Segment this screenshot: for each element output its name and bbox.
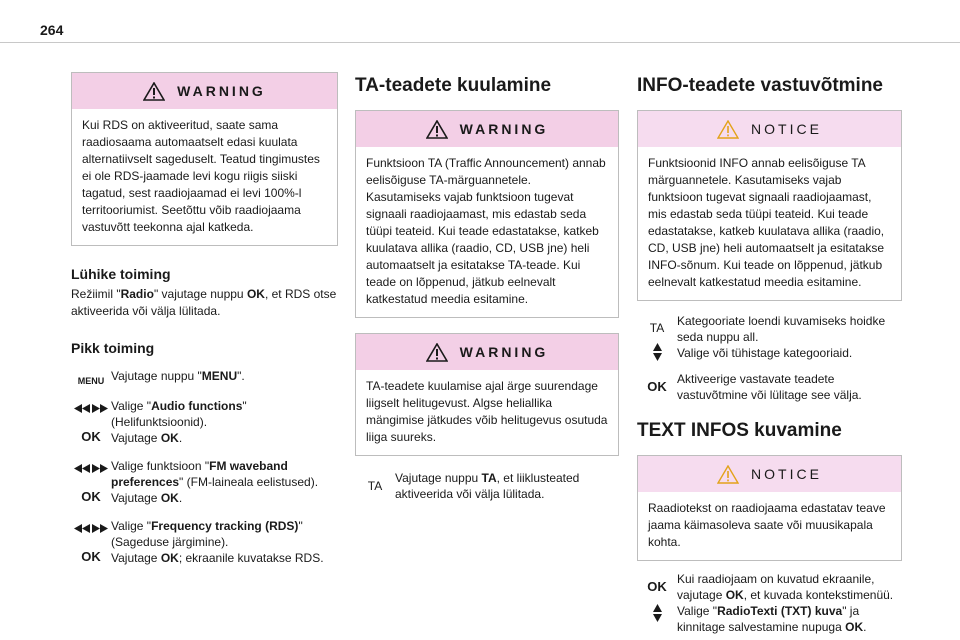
column-2	[355, 72, 619, 502]
warning-header	[72, 73, 337, 109]
notice-text: Funktsioonid INFO annab eelisõiguse TA märguannetele. Kasutamiseks vajab funktsioon tugevat signaali raadiojaamast, mis edastab seda tüüpi teateid. Kui teade edastatakse, katkeb kuulatava allika (raadio, CD, USB jne) heli automaatselt ja esitatakse INFO-sõnum. Kui teade on lõppenud, jätkub eelnevalt katkestatud meedia esitamine.	[648, 156, 885, 289]
left-right-arrows-icon	[74, 524, 108, 533]
step-ok-info	[637, 371, 902, 403]
warning-title: WARNING	[459, 344, 549, 360]
warning-text: Funktsioon TA (Traffic Announcement) annab eelisõiguse TA-märguannetele. Kasutamiseks vajab funktsioon tugevat signaali raadiojaamast, mis edastab seda tüüpi teateid. Kui teade edastatakse, katkeb kuulatava allika (raadio, CD, USB jne) heli automaatselt ja esitatakse TA-teade. Kui teade on lõppenud, jätkub eelnevalt katkestatud meedia esitamine.	[366, 156, 606, 306]
notice-text: Raadiotekst on raadiojaama edastatav teave jaama käimasoleva saate või muusikapala kohta.	[648, 501, 886, 549]
menu-button-icon: MENU	[77, 376, 105, 386]
step-text: Valige "Frequency tracking (RDS)" (Sageduse järgimine). Vajutage OK; ekraanile kuvatakse RDS.	[111, 519, 324, 565]
left-right-arrows-icon	[74, 464, 108, 473]
header-rule	[0, 42, 960, 43]
ta-button-icon: TA	[367, 479, 383, 493]
step-frequency-tracking	[71, 518, 338, 566]
short-action-text: Režiimil "Radio" vajutage nuppu OK, et RDS otse aktiveerida või välja lülitada.	[71, 287, 337, 318]
info-section-title: INFO-teadete vastuvõtmine	[637, 75, 883, 96]
step-text: Vajutage nuppu TA, et liiklusteated aktiveerida või välja lülitada.	[395, 471, 580, 501]
step-ta-hold	[637, 313, 902, 361]
notice-triangle-icon	[717, 465, 739, 484]
up-down-arrows-icon	[653, 604, 662, 622]
step-text: Kategooriate loendi kuvamiseks hoidke seda nuppu all. Valige või tühistage kategooriaid.	[677, 314, 886, 360]
step-text: Kui raadiojaam on kuvatud ekraanile, vajutage OK, et kuvada kontekstimenüü. Valige "RadioTexti (TXT) kuva" ja kinnitage salvestamine nupuga OK.	[677, 572, 894, 634]
ok-button-icon: OK	[647, 579, 667, 594]
warning-triangle-icon	[426, 120, 448, 139]
warning-title: WARNING	[177, 83, 266, 99]
warning-text: TA-teadete kuulamise ajal ärge suurendage liigselt helitugevust. Algse heliallika mängimise jätkudes võib helitugevus osutuda liiga suureks.	[366, 379, 608, 444]
column-1	[71, 72, 338, 566]
notice-header	[638, 111, 901, 147]
short-action-heading: Lühike toiming	[71, 266, 171, 282]
notice-title: NOTICE	[751, 466, 822, 482]
up-down-arrows-icon	[653, 343, 662, 361]
warning-triangle-icon	[143, 82, 165, 101]
warning-header	[356, 334, 618, 370]
ta-section-title: TA-teadete kuulamine	[355, 75, 552, 96]
ok-button-icon: OK	[647, 379, 667, 394]
step-audio-functions	[71, 398, 338, 446]
step-text: Valige "Audio functions" (Helifunktsioonid). Vajutage OK.	[111, 399, 247, 445]
left-right-arrows-icon	[74, 404, 108, 413]
step-text: Vajutage nuppu "MENU".	[111, 369, 245, 383]
step-fm-waveband	[71, 458, 338, 506]
warning-box-rds	[71, 72, 338, 246]
warning-title: WARNING	[459, 121, 549, 137]
warning-text: Kui RDS on aktiveeritud, saate sama raadiosaama automaatselt edasi kuulata alternatiivselt sageduselt. Teatud tingimustes ei ole RDS-jaamade levi kogu riigis siiski tagatud, sest raadiojaamad ei levi 100%-l territooriumist. Seetõttu võib raadiojaama vastuvõtt teekonna ajal katkeda.	[82, 118, 320, 234]
notice-triangle-icon	[717, 120, 739, 139]
column-3	[637, 72, 902, 635]
notice-box-radiotext	[637, 455, 902, 561]
notice-header	[638, 456, 901, 492]
notice-title: NOTICE	[751, 121, 822, 137]
ok-button-icon: OK	[81, 429, 101, 444]
step-ok-context	[637, 571, 902, 635]
step-ta	[355, 470, 619, 502]
notice-box-info	[637, 110, 902, 301]
text-infos-title: TEXT INFOS kuvamine	[637, 420, 842, 441]
warning-header	[356, 111, 618, 147]
warning-triangle-icon	[426, 343, 448, 362]
warning-box-ta	[355, 110, 619, 318]
step-text: Valige funktsioon "FM waveband preferences" (FM-laineala eelistused). Vajutage OK.	[111, 459, 319, 505]
ok-button-icon: OK	[81, 489, 101, 504]
ta-button-icon: TA	[649, 321, 665, 335]
step-text: Aktiveerige vastavate teadete vastuvõtmine või lülitage see välja.	[677, 372, 862, 402]
long-action-heading: Pikk toiming	[71, 340, 155, 356]
warning-box-volume	[355, 333, 619, 456]
step-menu	[71, 368, 338, 386]
ok-button-icon: OK	[81, 549, 101, 564]
page-number: 264	[40, 22, 64, 38]
